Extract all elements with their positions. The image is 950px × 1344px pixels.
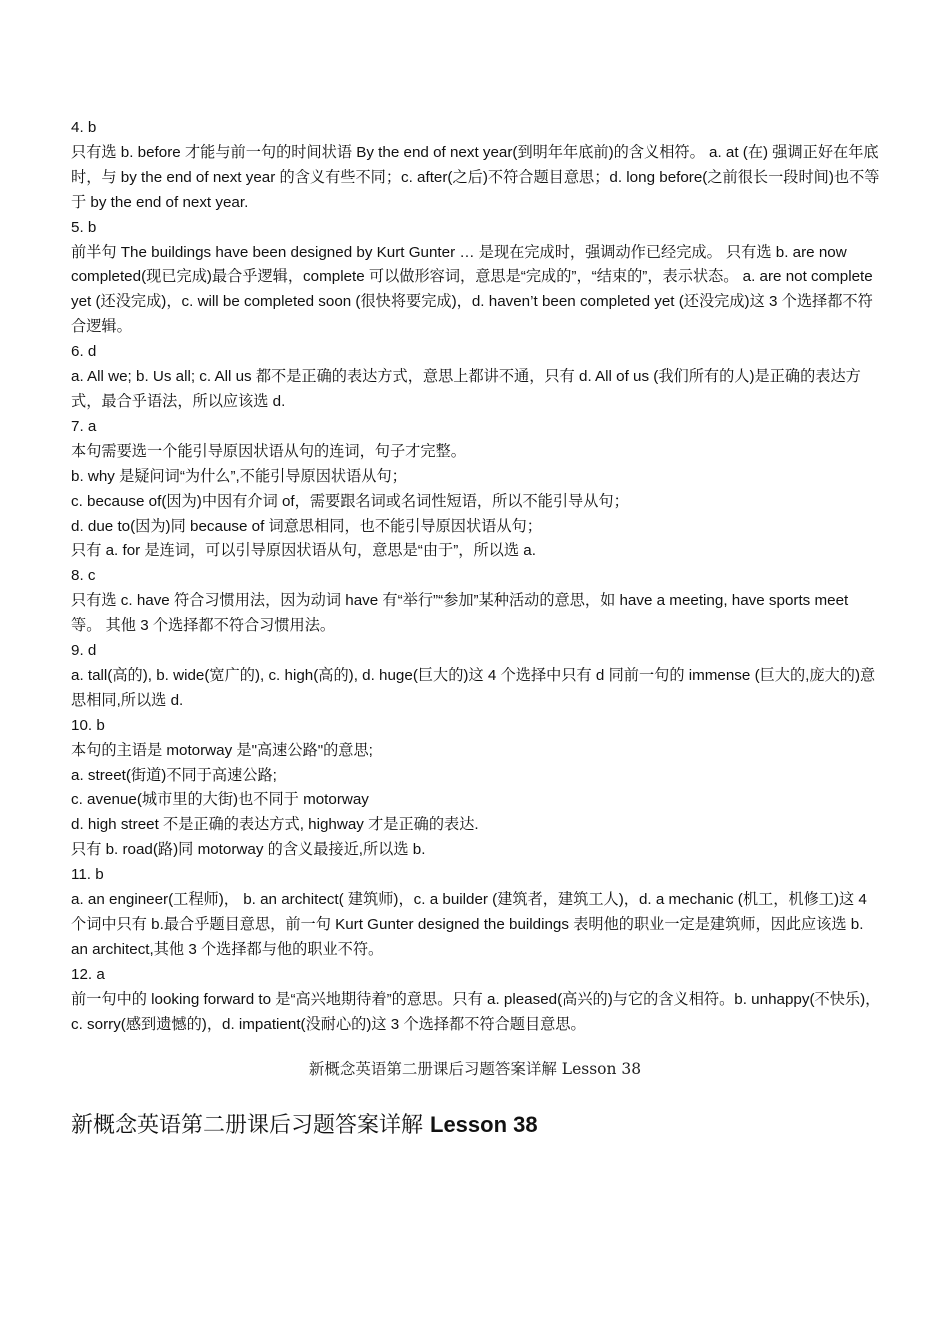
text-line: c. because of(因为)中因有介词 of，需要跟名词或名词性短语，所以不能引导从句；	[71, 492, 629, 510]
text-line: 8. c	[71, 567, 96, 585]
text-line: a. an engineer(工程师)， b. an architect( 建筑师)，c. a builder (建筑者，建筑工人)，d. a mechanic (机工，机修工)这 4 个词中只有 b.最合乎题目意思，前一句 Kurt Gunter designed the buildings 表明他的职业一定是建筑师，因此应该选 b. an architect,其他 3 个选择都与他的职业不符。	[71, 891, 867, 958]
text-line: a. tall(高的), b. wide(宽广的), c. high(高的), d. huge(巨大的)这 4 个选择中只有 d 同前一句的 immense (巨大的,庞大的)意思相同,所以选 d.	[71, 666, 876, 709]
text-line: 前半句 The buildings have been designed by Kurt Gunter … 是现在完成时，强调动作已经完成。 只有选 b. are now completed(现已完成)最合乎逻辑，complete 可以做形容词，意思是“完成的”，“结束的”，表示状态。 a. are not complete yet (还没完成)，c. will be completed soon (很快将要完成)，d. haven’t been completed yet (还没完成)这 3 个选择都不符合逻辑。	[71, 243, 873, 336]
text-line: 只有 b. road(路)同 motorway 的含义最接近,所以选 b.	[71, 841, 426, 859]
text-line: 7. a	[71, 417, 97, 435]
text-line: d. high street 不是正确的表达方式, highway 才是正确的表达.	[71, 816, 479, 834]
text-line: 5. b	[71, 218, 97, 236]
text-line: d. due to(因为)同 because of 词意思相同，也不能引导原因状语从句；	[71, 517, 542, 535]
text-line: a. All we; b. Us all; c. All us 都不是正确的表达方式，意思上都讲不通，只有 d. All of us (我们所有的人)是正确的表达方式，最合乎语法，所以应该选 d.	[71, 368, 861, 410]
answer-explanations	[71, 116, 881, 1038]
text-line: 前一句中的 looking forward to 是“高兴地期待着”的意思。只有 a. pleased(高兴的)与它的含义相符。b. unhappy(不快乐)，c. sorry(感到遗憾的)，d. impatient(没耐心的)这 3 个选择都不符合题目意思。	[71, 990, 881, 1033]
text-line: 本句需要选一个能引导原因状语从句的连词，句子才完整。	[71, 442, 466, 460]
text-line: 只有 a. for 是连词，可以引导原因状语从句，意思是“由于”，所以选 a.	[71, 542, 536, 560]
text-line: 11. b	[71, 866, 104, 884]
text-line: 12. a	[71, 965, 105, 983]
heading-cn: 新概念英语第二册课后习题答案详解	[71, 1113, 430, 1138]
text-line: 9. d	[71, 642, 97, 660]
text-line: 只有选 c. have 符合习惯用法，因为动词 have 有“举行”“参加”某种活动的意思，如 have a meeting, have sports meet 等。 其他 3 个选择都不符合习惯用法。	[71, 592, 849, 635]
text-line: 本句的主语是 motorway 是"高速公路"的意思;	[71, 741, 373, 759]
text-line: b. why 是疑问词“为什么”,不能引导原因状语从句；	[71, 467, 407, 485]
text-line: 6. d	[71, 343, 97, 361]
page-footer: 新概念英语第二册课后习题答案详解 Lesson 38	[308, 1060, 642, 1078]
page-heading	[71, 1108, 538, 1139]
text-line: 4. b	[71, 119, 97, 136]
text-line: c. avenue(城市里的大街)也不同于 motorway	[71, 791, 369, 809]
heading-en: Lesson 38	[430, 1112, 538, 1137]
text-line: a. street(街道)不同于高速公路;	[71, 766, 277, 784]
text-line: 只有选 b. before 才能与前一句的时间状语 By the end of next year(到明年年底前)的含义相符。 a. at (在) 强调正好在年底时，与 by the end of next year 的含义有些不同；c. after(之后)不符合题目意思；d. long before(之前很长一段时间)也不等于 by the end of next year.	[71, 143, 880, 211]
text-line: 10. b	[71, 716, 105, 734]
